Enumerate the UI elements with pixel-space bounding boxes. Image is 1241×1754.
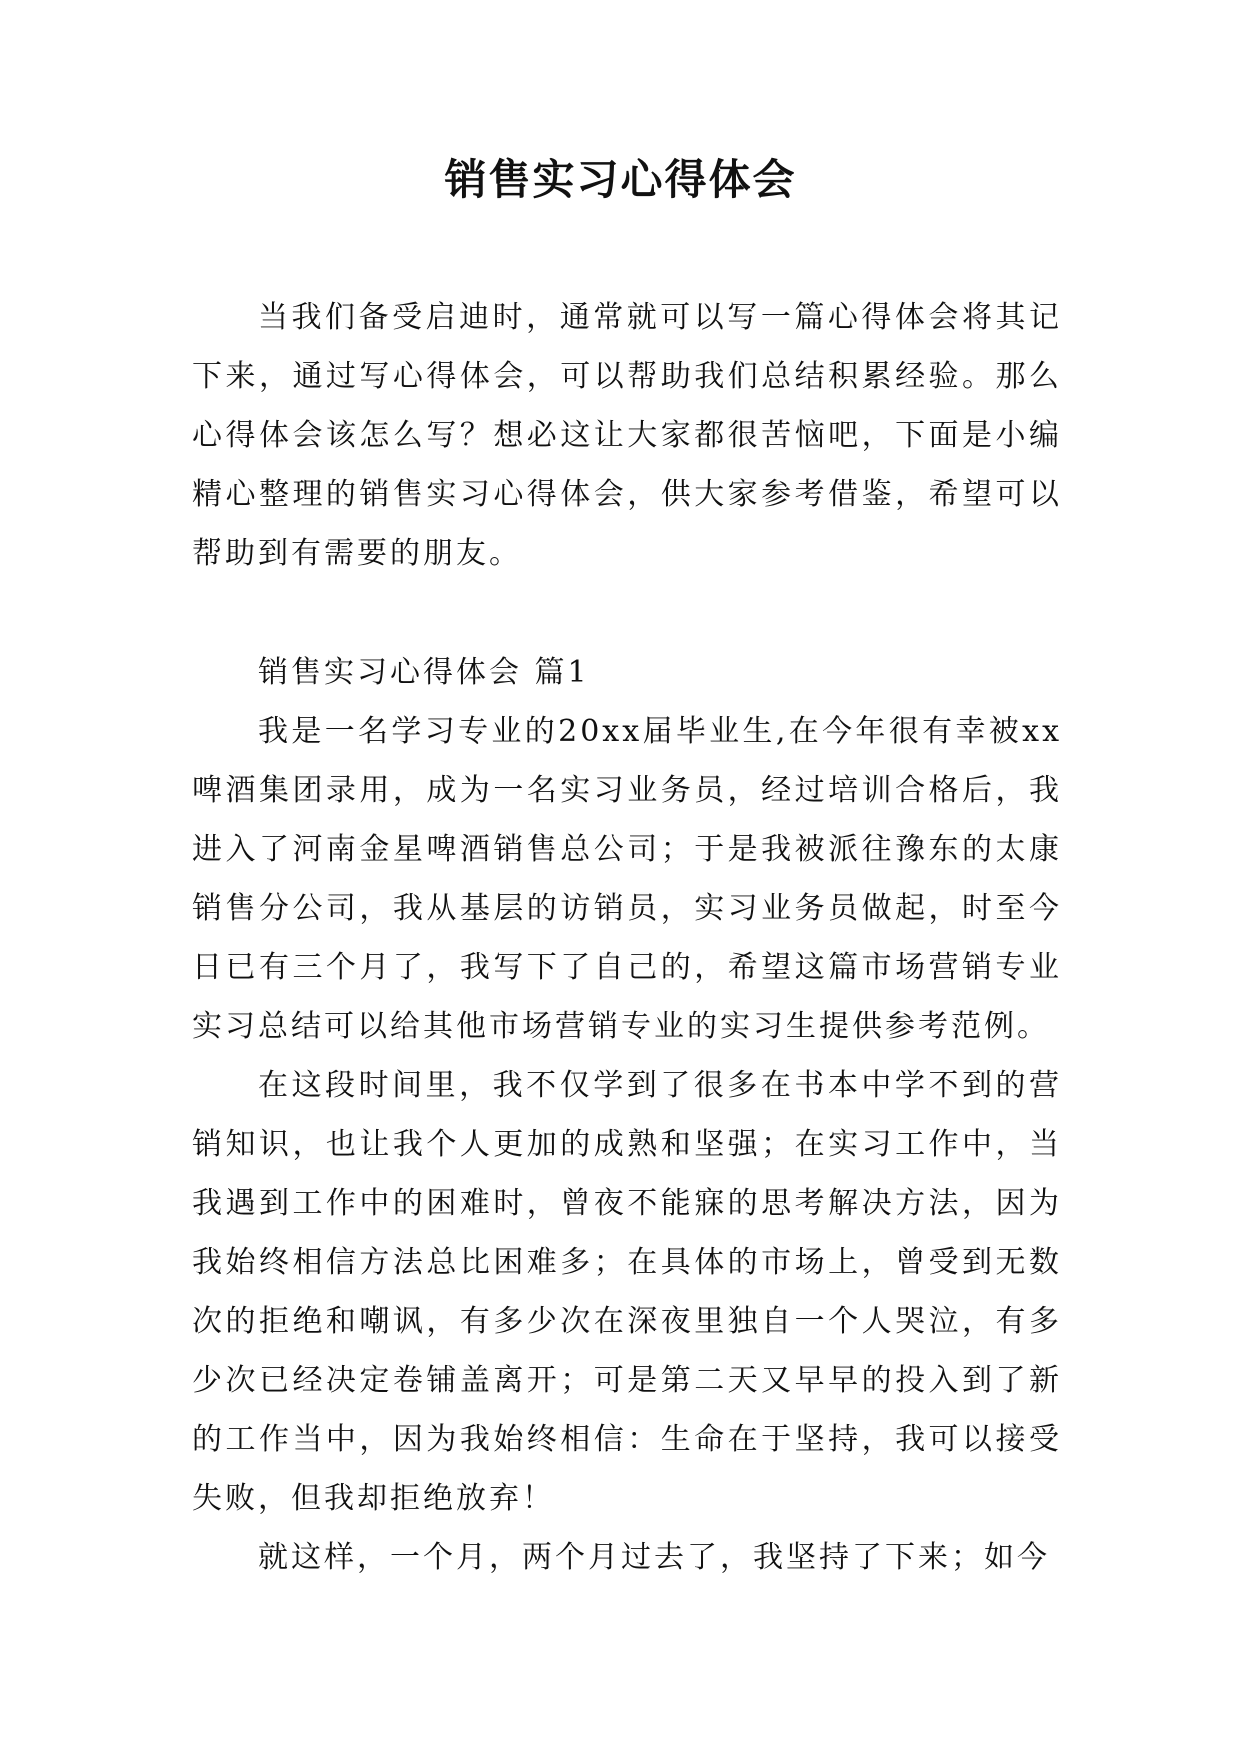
body-paragraph: 在这段时间里，我不仅学到了很多在书本中学不到的营销知识，也让我个人更加的成熟和坚强；在实习工作中，当我遇到工作中的困难时，曾夜不能寐的思考解决方法，因为我始终相信方法总比困难多；在具体的市场上，曾受到无数次的拒绝和嘲讽，有多少次在深夜里独自一个人哭泣，有多少次已经决定卷铺盖离开；可是第二天又早早的投入到了新的工作当中，因为我始终相信：生命在于坚持，我可以接受失败，但我却拒绝放弃！ bbox=[192, 1068, 1062, 1516]
section-spacer bbox=[192, 583, 1062, 643]
document-body bbox=[192, 288, 1062, 1587]
body-paragraph: 我是一名学习专业的20xx届毕业生,在今年很有幸被xx啤酒集团录用，成为一名实习业务员，经过培训合格后，我进入了河南金星啤酒销售总公司；于是我被派往豫东的太康销售分公司，我从基层的访销员，实习业务员做起，时至今日已有三个月了，我写下了自己的，希望这篇市场营销专业实习总结可以给其他市场营销专业的实习生提供参考范例。 bbox=[192, 714, 1062, 1044]
intro-paragraph: 当我们备受启迪时，通常就可以写一篇心得体会将其记下来，通过写心得体会，可以帮助我们总结积累经验。那么心得体会该怎么写？想必这让大家都很苦恼吧，下面是小编精心整理的销售实习心得体会，供大家参考借鉴，希望可以帮助到有需要的朋友。 bbox=[192, 300, 1062, 571]
page-title: 销售实习心得体会 bbox=[444, 155, 797, 204]
body-paragraph: 就这样，一个月，两个月过去了，我坚持了下来；如今 bbox=[258, 1540, 1050, 1575]
section-heading: 销售实习心得体会 篇1 bbox=[258, 655, 590, 690]
